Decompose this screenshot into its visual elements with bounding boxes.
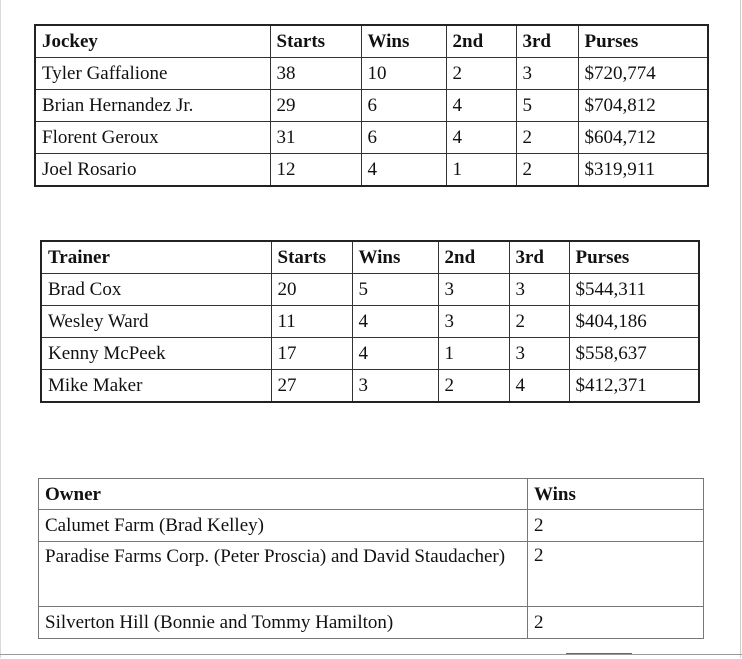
column-header-2nd: 2nd (438, 241, 509, 274)
cropped-fragment (566, 653, 632, 659)
wins-cell: 5 (352, 274, 438, 306)
column-header-purses: Purses (578, 25, 708, 58)
purses-cell: $404,186 (569, 306, 699, 338)
second-cell: 4 (446, 122, 516, 154)
column-header-wins: Wins (528, 479, 704, 510)
table-row (35, 122, 708, 154)
second-cell: 3 (438, 274, 509, 306)
starts-cell: 11 (271, 306, 352, 338)
column-header-starts: Starts (270, 25, 361, 58)
trainer-name-cell: Kenny McPeek (41, 338, 271, 370)
starts-cell: 38 (270, 58, 361, 90)
page-left-edge (0, 0, 1, 658)
third-cell: 3 (509, 338, 569, 370)
table-header-row (35, 25, 708, 58)
trainer-table (40, 240, 700, 403)
column-header-starts: Starts (271, 241, 352, 274)
starts-cell: 27 (271, 370, 352, 403)
wins-cell: 3 (352, 370, 438, 403)
jockey-table (34, 24, 709, 187)
third-cell: 2 (516, 122, 578, 154)
wins-cell: 2 (528, 510, 704, 542)
third-cell: 3 (509, 274, 569, 306)
table-header-row (41, 241, 699, 274)
table-row (35, 90, 708, 122)
second-cell: 2 (438, 370, 509, 403)
page-right-edge (740, 0, 741, 658)
table-row (41, 338, 699, 370)
table-row (35, 154, 708, 187)
column-header-2nd: 2nd (446, 25, 516, 58)
starts-cell: 12 (270, 154, 361, 187)
table-row (41, 370, 699, 403)
owner-name-cell: Paradise Farms Corp. (Peter Proscia) and David Staudacher) (39, 542, 528, 607)
third-cell: 2 (516, 154, 578, 187)
purses-cell: $704,812 (578, 90, 708, 122)
starts-cell: 17 (271, 338, 352, 370)
wins-cell: 4 (361, 154, 446, 187)
table-row (39, 542, 704, 607)
column-header-3rd: 3rd (509, 241, 569, 274)
trainer-name-cell: Wesley Ward (41, 306, 271, 338)
table-header-row (39, 479, 704, 510)
wins-cell: 2 (528, 607, 704, 639)
column-header-wins: Wins (361, 25, 446, 58)
owner-name-cell: Silverton Hill (Bonnie and Tommy Hamilton) (39, 607, 528, 639)
jockey-name-cell: Brian Hernandez Jr. (35, 90, 270, 122)
jockey-name-cell: Florent Geroux (35, 122, 270, 154)
jockey-name-cell: Tyler Gaffalione (35, 58, 270, 90)
second-cell: 1 (446, 154, 516, 187)
second-cell: 4 (446, 90, 516, 122)
wins-cell: 6 (361, 122, 446, 154)
column-header-jockey: Jockey (35, 25, 270, 58)
table-row (39, 510, 704, 542)
column-header-purses: Purses (569, 241, 699, 274)
third-cell: 2 (509, 306, 569, 338)
second-cell: 1 (438, 338, 509, 370)
trainer-name-cell: Brad Cox (41, 274, 271, 306)
column-header-wins: Wins (352, 241, 438, 274)
second-cell: 2 (446, 58, 516, 90)
third-cell: 5 (516, 90, 578, 122)
table-row (41, 306, 699, 338)
column-header-owner: Owner (39, 479, 528, 510)
wins-cell: 2 (528, 542, 704, 607)
jockey-name-cell: Joel Rosario (35, 154, 270, 187)
wins-cell: 4 (352, 306, 438, 338)
purses-cell: $544,311 (569, 274, 699, 306)
table-row (39, 607, 704, 639)
table-row (35, 58, 708, 90)
wins-cell: 10 (361, 58, 446, 90)
purses-cell: $412,371 (569, 370, 699, 403)
third-cell: 3 (516, 58, 578, 90)
purses-cell: $720,774 (578, 58, 708, 90)
owner-table (38, 478, 704, 639)
purses-cell: $604,712 (578, 122, 708, 154)
table-row (41, 274, 699, 306)
column-header-trainer: Trainer (41, 241, 271, 274)
purses-cell: $319,911 (578, 154, 708, 187)
third-cell: 4 (509, 370, 569, 403)
second-cell: 3 (438, 306, 509, 338)
starts-cell: 29 (270, 90, 361, 122)
purses-cell: $558,637 (569, 338, 699, 370)
trainer-name-cell: Mike Maker (41, 370, 271, 403)
starts-cell: 20 (271, 274, 352, 306)
wins-cell: 6 (361, 90, 446, 122)
column-header-3rd: 3rd (516, 25, 578, 58)
wins-cell: 4 (352, 338, 438, 370)
starts-cell: 31 (270, 122, 361, 154)
owner-name-cell: Calumet Farm (Brad Kelley) (39, 510, 528, 542)
